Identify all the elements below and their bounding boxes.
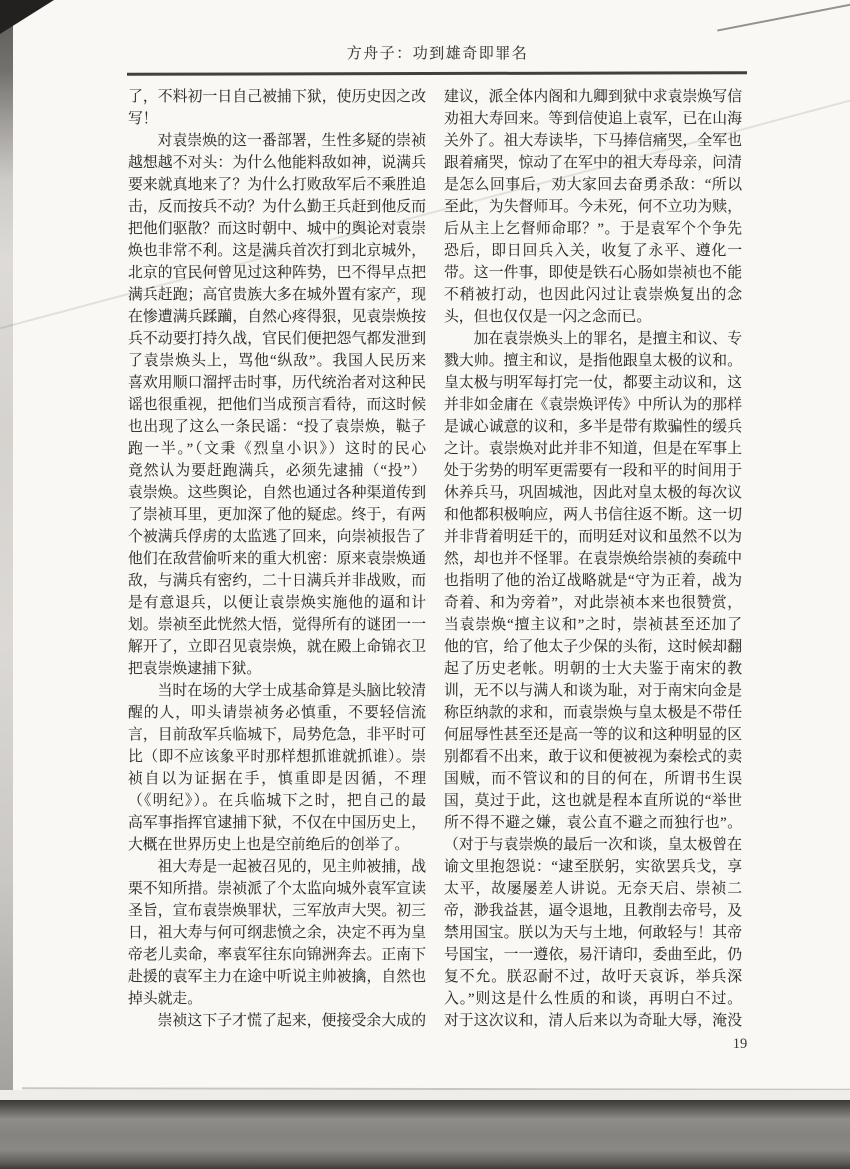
text-line: 兵不动要打持久战，官民们便把怨气都发泄到 [128,331,426,347]
text-line: 焕也非常不利。这是满兵首次打到北京城外， [128,243,426,259]
scan-corner-line [717,2,850,31]
text-line: 对于这次议和，清人后来以为奇耻大辱，淹没 [444,1013,742,1029]
text-line: 所不得不避之嫌，袁公直不避之而独行也”。 [444,815,742,831]
text-column-left [128,86,426,1032]
text-line: 崇祯这下子才慌了起来，便接受余大成的 [157,1013,426,1029]
text-line: 皇太极与明军每打完一仗，都要主动议和，这 [444,375,742,391]
text-line: 谕文里抱怨说：“逮至朕躬，实欲罢兵戈，享 [444,859,742,875]
text-line: 并非如金庸在《袁崇焕评传》中所认为的那样 [444,397,742,413]
text-line: 当袁崇焕“擅主议和”之时，崇祯甚至还加了 [444,617,742,633]
text-line: 把他们驱散？而这时朝中、城中的舆论对袁崇 [128,221,426,237]
text-line: 称臣纳款的求和，而袁崇焕与皇太极是不带任 [444,705,742,721]
text-line: 然，却也并不怪罪。在袁崇焕给崇祯的奏疏中 [444,551,742,567]
text-line: 当时在场的大学士成基命算是头脑比较清 [157,683,426,699]
text-line: 他的官，给了他太子少保的头衔，这时候却翻 [444,639,742,655]
text-line: 掉头就走。 [128,991,202,1007]
text-line: 劝祖大寿回来。等到信使追上袁军，已在山海 [444,111,742,127]
text-line: 了，不料初一日自己被捕下狱，使历史因之改 [128,89,426,105]
text-line: 大概在世界历史上也是空前绝后的创举了。 [128,837,410,853]
text-line: 至此，为失督师耳。今未死，何不立功为赎， [444,199,742,215]
text-line: 帝老儿卖命，率袁军往东向锦洲奔去。正南下 [128,947,426,963]
text-line: 言，目前敌军兵临城下，局势危急，非平时可 [128,727,426,743]
scan-bottom-shadow [0,1100,850,1169]
text-line: 满兵赶跑；高官贵族大多在城外置有家产，现 [128,287,426,303]
text-line: 写！ [128,111,158,127]
header-rule [127,71,747,75]
text-line: 不稍被打动，也因此闪过让袁崇焕复出的念 [444,287,742,303]
text-line: 也指明了他的治辽战略就是“守为正着，战为 [444,573,742,589]
text-line: 个被满兵俘虏的太监逃了回来，向崇祯报告了 [128,529,426,545]
text-line: 把袁崇焕逮捕下狱。 [128,661,262,677]
text-line: 后从主上乞督师命耶？”。于是袁军个个争先 [444,221,742,237]
text-line: 和他都积极响应，两人书信往返不断。这一切 [444,507,742,523]
text-line: 喜欢用顺口溜抨击时事，历代统治者对这种民 [128,375,426,391]
text-line: 了崇祯耳里，更加深了他的疑虑。终于，有两 [128,507,426,523]
page-header-title: 方舟子：功到雄奇即罪名 [346,46,529,62]
text-body [128,86,742,1032]
text-line: 竟然认为要赶跑满兵，必须先逮捕（“投”） [128,463,426,479]
text-line: 休养兵马，巩固城池，因此对皇太极的每次议 [444,485,742,501]
page-number: 19 [732,1036,748,1052]
text-line: 戮大帅。擅主和议，是指他跟皇太极的议和。 [444,353,742,369]
text-line: 圣旨，宣布袁崇焕罪状，三军放声大哭。初三 [128,903,426,919]
text-line: 了袁崇焕头上，骂他“纵敌”。我国人民历来 [128,353,426,369]
text-line: 别都看不出来，敢于议和便被视为秦桧式的卖 [444,749,742,765]
text-line: 奇着、和为旁着”，对此崇祯本来也很赞赏， [444,595,742,611]
text-line: 起了历史老帐。明朝的士大夫鉴于南宋的教 [444,661,742,677]
text-line: 建议，派全体内阁和九卿到狱中求袁崇焕写信 [444,89,742,105]
text-line: 要来就真地来了？为什么打败敌军后不乘胜追 [128,177,426,193]
text-line: 祖大寿是一起被召见的，见主帅被捕，战 [157,859,426,875]
text-line: 解开了，立即召见袁崇焕，就在殿上命锦衣卫 [128,639,426,655]
scan-corner-mark [0,0,54,34]
scan-left-edge-shadow [0,0,13,1102]
text-line: （对于与袁崇焕的最后一次和谈，皇太极曾在 [444,837,742,853]
text-line: 击，反而按兵不动？为什么勤王兵赶到他反而 [128,199,426,215]
text-line: 恐后，即日回兵入关，收复了永平、遵化一 [444,243,742,259]
text-line: 日，祖大寿与何可纲悲愤之余，决定不再为皇 [128,925,426,941]
text-line: 关外了。祖大寿读毕，下马捧信痛哭，全军也 [444,133,742,149]
text-line: 是诚心诚意的议和，多半是带有欺骗性的缓兵 [444,419,742,435]
text-line: 国贼，而不管议和的目的何在，所谓书生误 [444,771,742,787]
text-line: 对袁崇焕的这一番部署，生性多疑的崇祯 [157,133,426,149]
text-line: 帝，渺我益甚，逼令退地，且教削去帝号，及 [444,903,742,919]
text-line: 加在袁崇焕头上的罪名，是擅主和议、专 [473,331,742,347]
text-line: 赴援的袁军主力在途中听说主帅被擒，自然也 [128,969,426,985]
text-line: 越想越不对头：为什么他能料敌如神，说满兵 [128,155,426,171]
text-line: 带。这一件事，即使是铁石心肠如崇祯也不能 [444,265,742,281]
text-line: 复不允。朕忍耐不过，故吁天哀诉，举兵深 [444,969,742,985]
text-line: 入。”则这是什么性质的和谈，再明白不过。 [444,991,742,1007]
text-line: 高军事指挥官逮捕下狱，不仅在中国历史上， [128,815,426,831]
text-line: 醒的人，叩头请崇祯务必慎重，不要轻信流 [128,705,426,721]
text-line: 祯自以为证据在手，慎重即是因循，不理 [128,771,426,787]
text-line: 训，无不以与满人和谈为耻，对于南宋向金是 [444,683,742,699]
text-line: 跑一半。”（文秉《烈皇小识》）这时的民心 [128,441,426,457]
text-line: 跟着痛哭，惊动了在军中的祖大寿母亲，问清 [444,155,742,171]
text-line: 禁用国宝。朕以为天与土地，何敢轻与！其帝 [444,925,742,941]
text-line: 头，但也仅仅是一闪之念而已。 [444,309,652,325]
text-line: 划。崇祯至此恍然大悟，觉得所有的谜团一一 [128,617,426,633]
text-line: 国，莫过于此，这也就是程本直所说的“举世 [444,793,742,809]
text-line: 处于劣势的明军更需要有一段和平的时间用于 [444,463,742,479]
scan-bottom-gap [0,1090,850,1100]
text-line: 谣也很重视，把他们当成预言看待，而这时候 [128,397,426,413]
text-line: 何屈辱性甚至还是高一等的议和这种明显的区 [444,727,742,743]
text-line: 也出现了这么一条民谣：“投了袁崇焕，鞑子 [128,419,426,435]
text-line: 在惨遭满兵蹂躏，自然心疼得狠，见袁崇焕按 [128,309,426,325]
text-line: 北京的官民何曾见过这种阵势，巴不得早点把 [128,265,426,281]
text-line: 是有意退兵，以便让袁崇焕实施他的逼和计 [128,595,426,611]
text-line: 他们在敌营偷听来的重大机密：原来袁崇焕通 [128,551,426,567]
text-line: 之计。袁崇焕对此并非不知道，但是在军事上 [444,441,742,457]
text-line: 敌，与满兵有密约，二十日满兵并非战败，而 [128,573,426,589]
text-line: 并非背着明廷干的，而明廷对议和虽然不以为 [444,529,742,545]
text-line: 袁崇焕。这些舆论，自然也通过各种渠道传到 [128,485,426,501]
text-line: 是怎么回事后，劝大家回去奋勇杀敌：“所以 [444,177,742,193]
text-line: 比（即不应该象平时那样想抓谁就抓谁）。崇 [128,749,426,765]
text-line: 太平，故屡屡差人讲说。无奈天启、崇祯二 [444,881,742,897]
text-column-right [444,86,742,1032]
text-line: 栗不知所措。崇祯派了个太监向城外袁军宣读 [128,881,426,897]
text-line: 号国宝，一一遵依，易汗请印，委曲至此，仍 [444,947,742,963]
text-line: （《明纪》）。在兵临城下之时，把自己的最 [128,793,426,809]
